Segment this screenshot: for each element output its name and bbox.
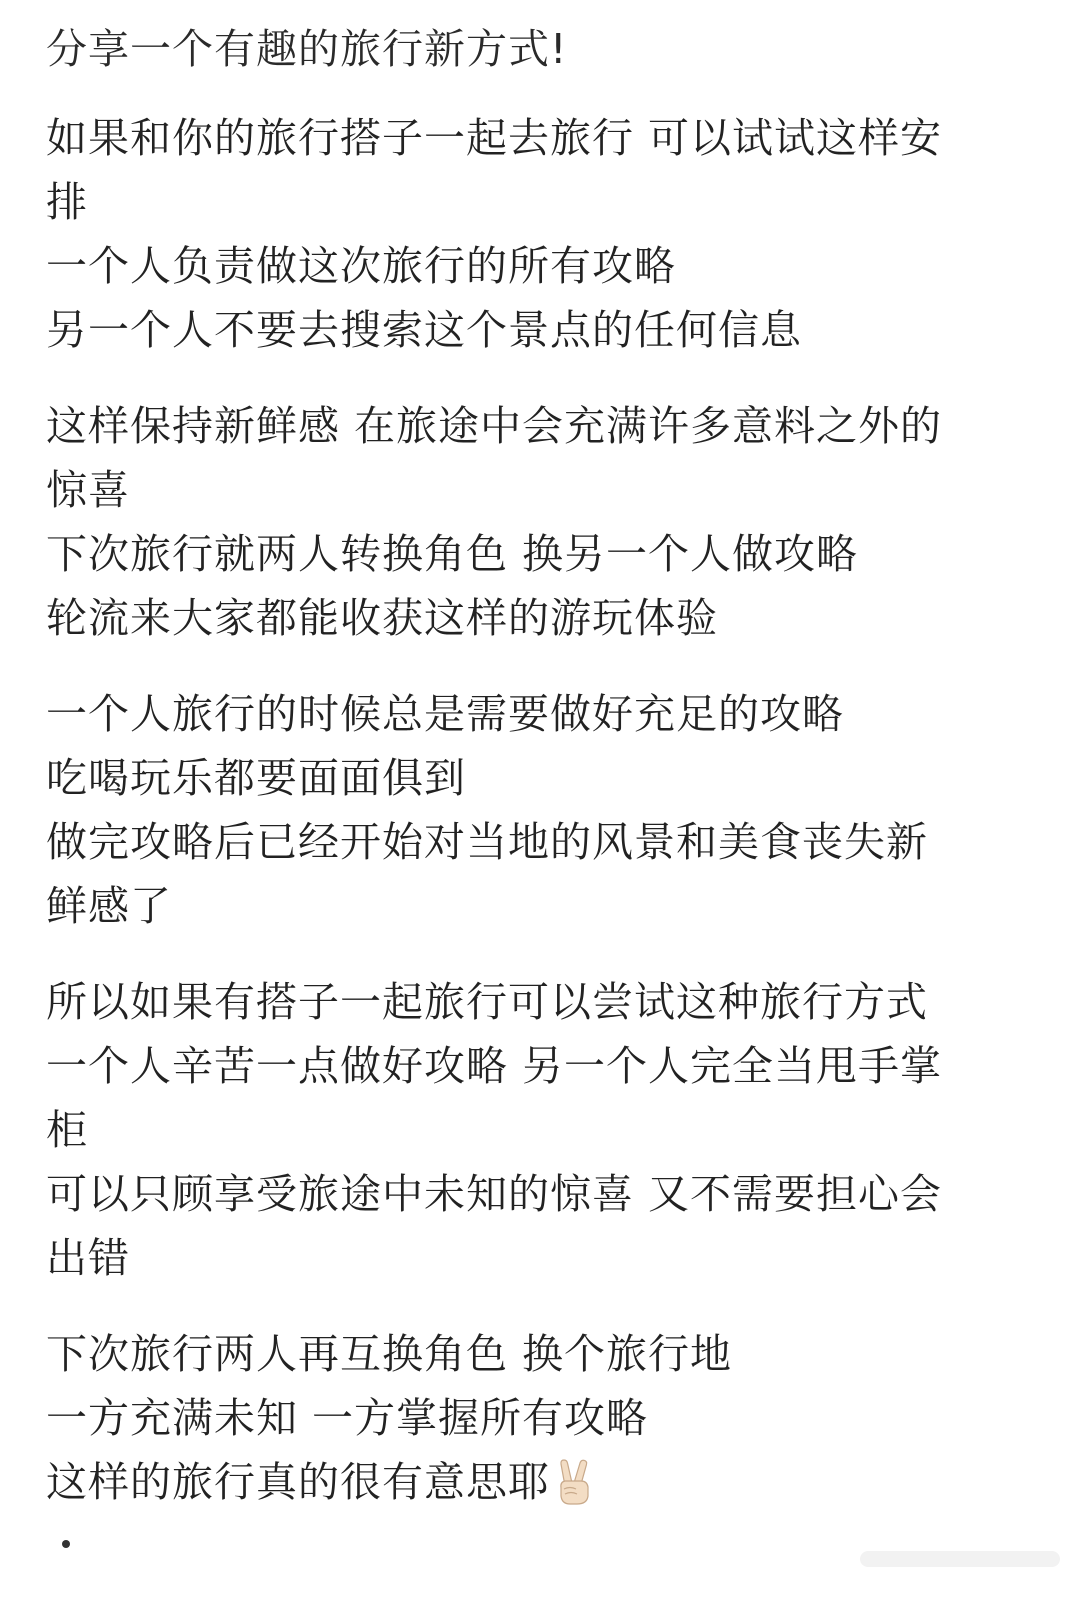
text-line: 一个人旅行的时候总是需要做好充足的攻略 [46, 690, 844, 738]
text-line: 排 [46, 178, 88, 226]
text-line: 一方充满未知 一方掌握所有攻略 [46, 1394, 649, 1442]
paragraph-gap [46, 938, 1046, 970]
post-title: 分享一个有趣的旅行新方式! [46, 25, 568, 73]
text-line: 出错 [46, 1234, 130, 1282]
text-line: 下次旅行两人再互换角色 换个旅行地 [46, 1330, 733, 1378]
text-line: 一个人负责做这次旅行的所有攻略 [46, 242, 676, 290]
text-line: 另一个人不要去搜索这个景点的任何信息 [46, 306, 802, 354]
text-line-last [46, 1450, 1046, 1514]
text-line: 可以只顾享受旅途中未知的惊喜 又不需要担心会 [46, 1170, 943, 1218]
victory-hand-icon [552, 1458, 598, 1506]
text-line: 如果和你的旅行搭子一起去旅行 可以试试这样安 [46, 114, 943, 162]
trailing-dot [62, 1540, 70, 1548]
text-line: 轮流来大家都能收获这样的游玩体验 [46, 594, 718, 642]
paragraph-gap [46, 1290, 1046, 1322]
text-line: 鲜感了 [46, 882, 172, 930]
text-line: 一个人辛苦一点做好攻略 另一个人完全当甩手掌 [46, 1042, 943, 1090]
text-line: 所以如果有搭子一起旅行可以尝试这种旅行方式 [46, 978, 928, 1026]
text-line: 下次旅行就两人转换角色 换另一个人做攻略 [46, 530, 859, 578]
paragraph-gap [46, 650, 1046, 682]
paragraph-gap [46, 362, 1046, 394]
text-line: 做完攻略后已经开始对当地的风景和美食丧失新 [46, 818, 928, 866]
text-line: 吃喝玩乐都要面面俱到 [46, 754, 466, 802]
text-line: 惊喜 [46, 466, 130, 514]
text-line: 柜 [46, 1106, 88, 1154]
watermark-logo [860, 1541, 1060, 1577]
post-content [46, 0, 1046, 1514]
text-line-last-text: 这样的旅行真的很有意思耶 [46, 1458, 550, 1506]
post-body [46, 106, 1046, 1514]
text-line: 这样保持新鲜感 在旅途中会充满许多意料之外的 [46, 402, 943, 450]
